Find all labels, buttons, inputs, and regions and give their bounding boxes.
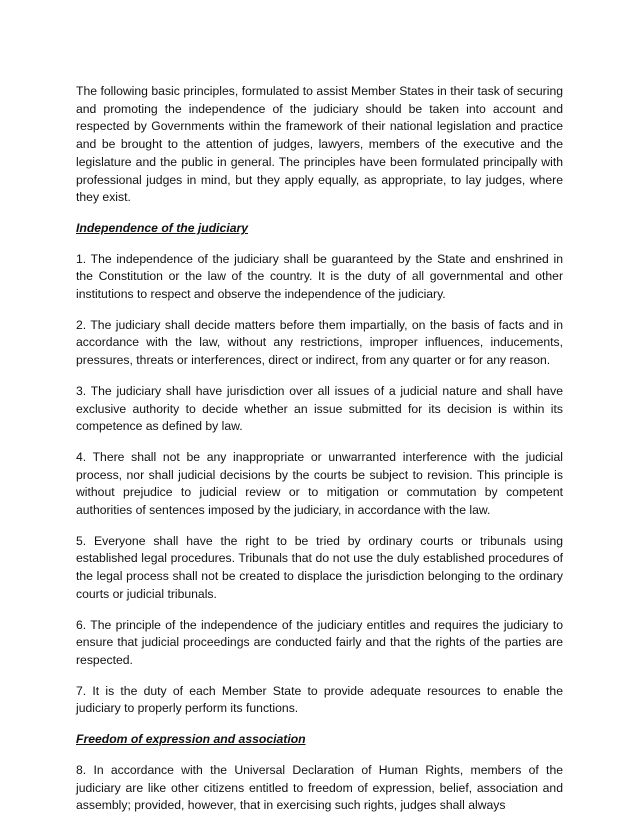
principle-paragraph-3: 3. The judiciary shall have jurisdiction over all issues of a judicial nature and shall have exclusive authority to decide whether an issue submitted for its decision is within its competence as defined by law. <box>76 383 563 434</box>
principle-paragraph-7: 7. It is the duty of each Member State to provide adequate resources to enable the judiciary to properly perform its functions. <box>76 683 563 716</box>
document-page <box>76 83 563 815</box>
principle-paragraph-5: 5. Everyone shall have the right to be tried by ordinary courts or tribunals using established legal procedures. Tribunals that do not use the duly established procedures of the legal process shall not be created to displace the jurisdiction belonging to the ordinary courts or judicial tribunals. <box>76 533 563 601</box>
principle-paragraph-4: 4. There shall not be any inappropriate or unwarranted interference with the judicial process, nor shall judicial decisions by the courts be subject to revision. This principle is without prejudice to judicial review or to mitigation or commutation by competent authorities of sentences imposed by the judiciary, in accordance with the law. <box>76 449 563 518</box>
intro-paragraph: The following basic principles, formulated to assist Member States in their task of securing and promoting the independence of the judiciary should be taken into account and respected by Governments within the framework of their national legislation and practice and be brought to the attention of judges, lawyers, members of the executive and the legislature and the public in general. The principles have been formulated principally with professional judges in mind, but they apply equally, as appropriate, to lay judges, where they exist. <box>76 84 563 205</box>
principle-paragraph-1: 1. The independence of the judiciary shall be guaranteed by the State and enshrined in the Constitution or the law of the country. It is the duty of all governmental and other institutions to respect and observe the independence of the judiciary. <box>76 251 563 302</box>
principle-paragraph-6: 6. The principle of the independence of the judiciary entitles and requires the judiciary to ensure that judicial proceedings are conducted fairly and that the rights of the parties are respected. <box>76 617 563 667</box>
section-heading-independence: Independence of the judiciary <box>76 220 249 235</box>
section-heading-freedom-of-expression: Freedom of expression and association <box>76 732 306 747</box>
principle-paragraph-8: 8. In accordance with the Universal Declaration of Human Rights, members of the judiciary are like other citizens entitled to freedom of expression, belief, association and assembly; provided, however, that in exercising such rights, judges shall always <box>76 762 563 813</box>
principle-paragraph-2: 2. The judiciary shall decide matters before them impartially, on the basis of facts and in accordance with the law, without any restrictions, improper influences, inducements, pressures, threats or interferences, direct or indirect, from any quarter or for any reason. <box>76 317 563 368</box>
